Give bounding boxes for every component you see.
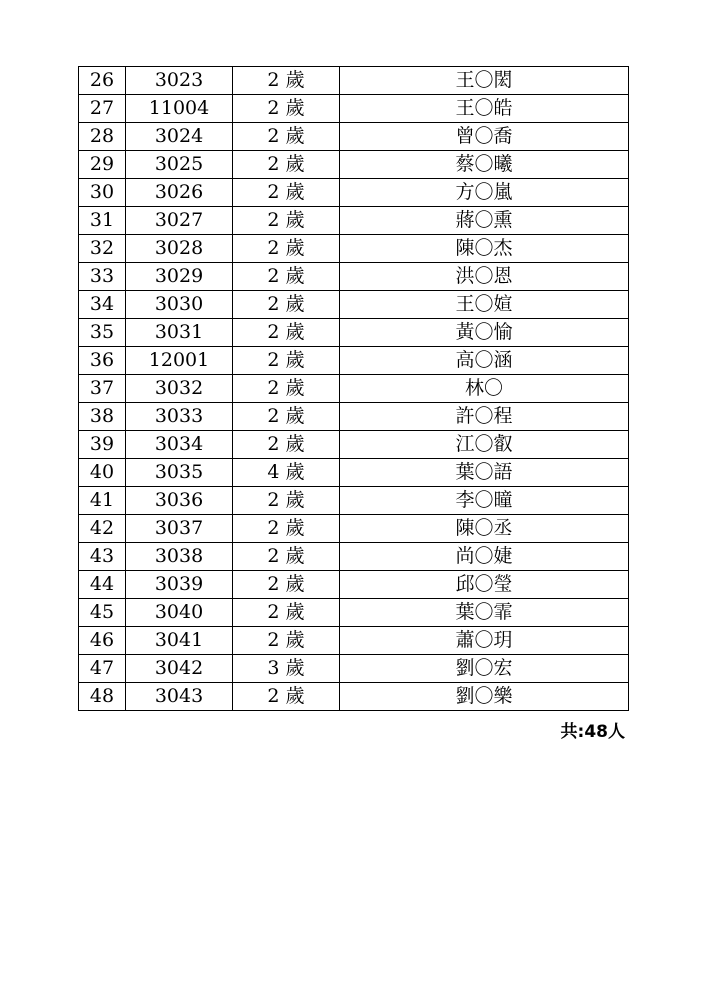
row-number: 28 (79, 123, 126, 151)
row-name: 曾〇喬 (340, 123, 629, 151)
row-number: 30 (79, 179, 126, 207)
roster-body (79, 67, 629, 711)
row-number: 36 (79, 347, 126, 375)
row-number: 45 (79, 599, 126, 627)
row-age: 2 歲 (233, 487, 340, 515)
row-name: 葉〇語 (340, 459, 629, 487)
row-name: 李〇曈 (340, 487, 629, 515)
row-number: 33 (79, 263, 126, 291)
row-id: 3041 (126, 627, 233, 655)
table-row (79, 151, 629, 179)
row-id: 3025 (126, 151, 233, 179)
table-row (79, 319, 629, 347)
row-name: 劉〇樂 (340, 683, 629, 711)
row-id: 3040 (126, 599, 233, 627)
row-age: 2 歲 (233, 599, 340, 627)
table-row (79, 207, 629, 235)
row-name: 黃〇愉 (340, 319, 629, 347)
row-name: 劉〇宏 (340, 655, 629, 683)
row-name: 蔣〇熏 (340, 207, 629, 235)
row-id: 3030 (126, 291, 233, 319)
row-id: 3028 (126, 235, 233, 263)
table-row (79, 627, 629, 655)
row-number: 26 (79, 67, 126, 95)
table-row (79, 515, 629, 543)
row-number: 40 (79, 459, 126, 487)
table-row (79, 571, 629, 599)
row-name: 洪〇恩 (340, 263, 629, 291)
row-id: 3039 (126, 571, 233, 599)
row-id: 3038 (126, 543, 233, 571)
table-row (79, 67, 629, 95)
table-row (79, 487, 629, 515)
table-row (79, 655, 629, 683)
row-age: 2 歲 (233, 67, 340, 95)
row-name: 王〇閎 (340, 67, 629, 95)
total-count: 共:48人 (560, 722, 625, 742)
row-name: 方〇嵐 (340, 179, 629, 207)
row-name: 江〇叡 (340, 431, 629, 459)
table-row (79, 431, 629, 459)
row-id: 3042 (126, 655, 233, 683)
row-name: 高〇涵 (340, 347, 629, 375)
table-row (79, 123, 629, 151)
row-number: 32 (79, 235, 126, 263)
row-name: 葉〇霏 (340, 599, 629, 627)
table-row (79, 403, 629, 431)
row-age: 2 歲 (233, 263, 340, 291)
row-number: 48 (79, 683, 126, 711)
row-number: 38 (79, 403, 126, 431)
row-id: 3029 (126, 263, 233, 291)
row-age: 2 歲 (233, 543, 340, 571)
row-number: 27 (79, 95, 126, 123)
row-name: 許〇程 (340, 403, 629, 431)
row-name: 尚〇婕 (340, 543, 629, 571)
row-age: 2 歲 (233, 683, 340, 711)
table-row (79, 263, 629, 291)
row-number: 35 (79, 319, 126, 347)
row-age: 2 歲 (233, 235, 340, 263)
row-age: 2 歲 (233, 207, 340, 235)
table-row (79, 459, 629, 487)
row-number: 42 (79, 515, 126, 543)
table-row (79, 543, 629, 571)
row-id: 3023 (126, 67, 233, 95)
row-id: 3035 (126, 459, 233, 487)
row-age: 2 歲 (233, 95, 340, 123)
table-row (79, 347, 629, 375)
row-number: 34 (79, 291, 126, 319)
row-age: 2 歲 (233, 347, 340, 375)
row-id: 12001 (126, 347, 233, 375)
row-id: 3036 (126, 487, 233, 515)
row-number: 44 (79, 571, 126, 599)
row-id: 3034 (126, 431, 233, 459)
row-age: 2 歲 (233, 291, 340, 319)
table-row (79, 291, 629, 319)
row-age: 2 歲 (233, 403, 340, 431)
row-number: 43 (79, 543, 126, 571)
roster-sheet (78, 66, 628, 711)
row-name: 林〇 (340, 375, 629, 403)
row-number: 47 (79, 655, 126, 683)
row-id: 3027 (126, 207, 233, 235)
table-row (79, 683, 629, 711)
row-name: 陳〇杰 (340, 235, 629, 263)
table-row (79, 95, 629, 123)
table-row (79, 179, 629, 207)
row-name: 蔡〇曦 (340, 151, 629, 179)
row-number: 29 (79, 151, 126, 179)
row-age: 2 歲 (233, 179, 340, 207)
row-age: 2 歲 (233, 123, 340, 151)
table-row (79, 599, 629, 627)
row-age: 2 歲 (233, 627, 340, 655)
row-name: 王〇媗 (340, 291, 629, 319)
row-age: 2 歲 (233, 515, 340, 543)
row-name: 王〇皓 (340, 95, 629, 123)
row-number: 41 (79, 487, 126, 515)
row-id: 3032 (126, 375, 233, 403)
row-id: 3024 (126, 123, 233, 151)
row-age: 2 歲 (233, 571, 340, 599)
row-age: 2 歲 (233, 319, 340, 347)
row-age: 2 歲 (233, 151, 340, 179)
row-id: 3037 (126, 515, 233, 543)
table-row (79, 235, 629, 263)
row-name: 邱〇瑩 (340, 571, 629, 599)
roster-table (78, 66, 629, 711)
row-id: 3043 (126, 683, 233, 711)
row-number: 46 (79, 627, 126, 655)
row-id: 3033 (126, 403, 233, 431)
row-name: 蕭〇玥 (340, 627, 629, 655)
row-id: 3026 (126, 179, 233, 207)
row-number: 39 (79, 431, 126, 459)
row-name: 陳〇丞 (340, 515, 629, 543)
row-age: 2 歲 (233, 375, 340, 403)
row-age: 4 歲 (233, 459, 340, 487)
row-number: 37 (79, 375, 126, 403)
row-age: 3 歲 (233, 655, 340, 683)
row-age: 2 歲 (233, 431, 340, 459)
table-row (79, 375, 629, 403)
row-id: 3031 (126, 319, 233, 347)
row-id: 11004 (126, 95, 233, 123)
row-number: 31 (79, 207, 126, 235)
